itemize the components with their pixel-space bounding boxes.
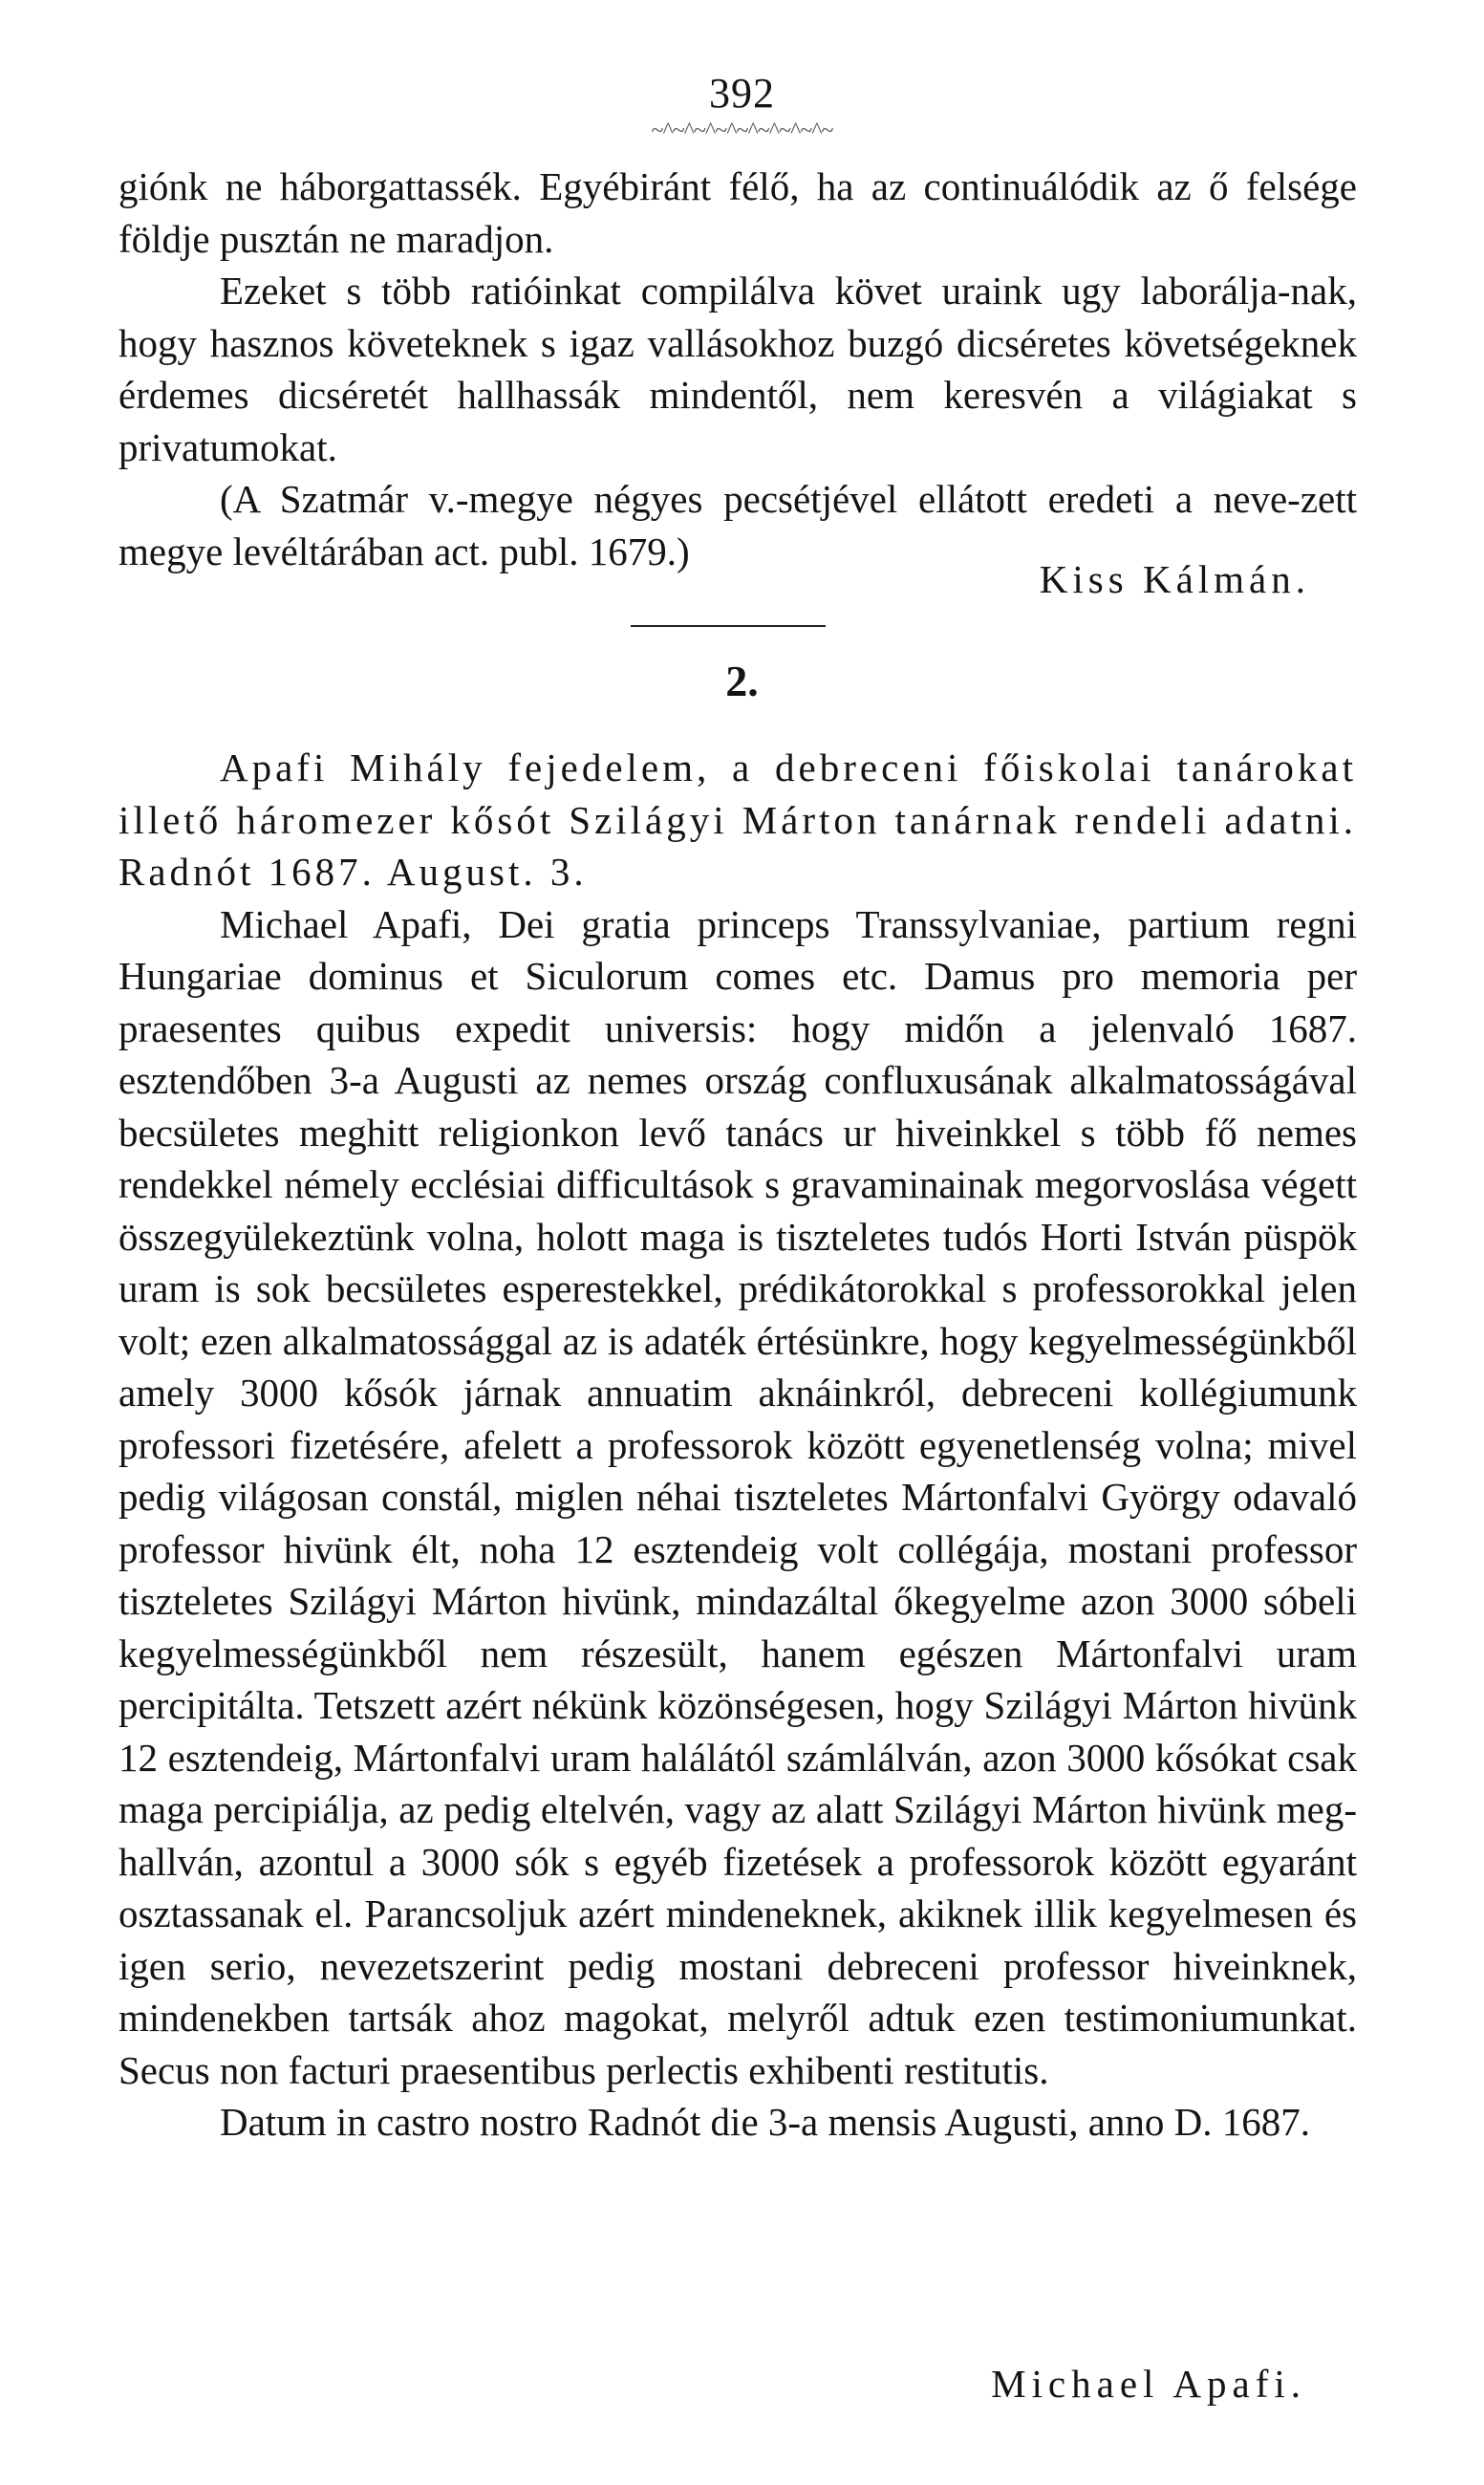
- doc2-body: Michael Apafi, Dei gratia princeps Transsylvaniae, partium regni Hungariae dominus et Siculorum comes etc. Damus pro memoria per praesentes quibus expedit universis: hogy midőn a jelenvaló 1687. esztendőben 3-a Augusti az nemes ország confluxusának alkalmatosságával becsületes meghitt religionkon levő tanács ur hiveinkkel s több fő nemes rendekkel némely ecclésiai difficultások s gravaminainak megorvoslása végett összegyülekeztünk volna, holott maga is tiszteletes tudós Horti István püspök uram is sok becsületes esperestekkel, prédikátorokkal s professorokkal jelen volt; ezen alkalmatossággal az is adaték értésünkre, hogy kegyelmességünkből amely 3000 kősók járnak annuatim aknáinkról, debreceni kollégiumunk professori fizetésére, afelett a professorok között egyenetlenség volna; mivel pedig világosan constál, miglen néhai tiszteletes Mártonfalvi György odavaló professor hivünk élt, noha 12 esztendeig volt collégája, mostani professor tiszteletes Szilágyi Márton hivünk, mindazáltal őkegyelme azon 3000 sóbeli kegyelmességünkből nem részesült, hanem egészen Mártonfalvi uram percipitálta. Tetszett azért nékünk közönségesen, hogy Szilágyi Márton hivünk 12 esztendeig, Mártonfalvi uram halálától számlálván, azon 3000 kősókat csak maga percipiálja, az pedig eltelvén, vagy az alatt Szilágyi Márton hivünk meg-hallván, azontul a 3000 sók s egyéb fizetések a professorok között egyaránt osztassanak el. Parancsoljuk azért mindeneknek, akiknek illik kegyelmesen és igen serio, nevezetszerint pedig mostani debreceni professor hiveinknek, mindenekben tartsák ahoz magokat, melyről adtuk ezen testimoniumunkat. Secus non facturi praesentibus perlectis exhibenti restitutis.: [118, 901, 1357, 2092]
- page-number-ornament: ~^~^~^~^~^~^~^~^~: [651, 119, 833, 143]
- doc1-signature: Kiss Kálmán.: [1039, 557, 1310, 601]
- document-1-text: [118, 161, 1357, 577]
- doc1-paragraph-2: Ezeket s több ratióinkat compilálva követ uraink ugy laborálja-nak, hogy hasznos követeknek s igaz vallásokhoz buzgó dicséretes követségeknek érdemes dicséretét hallhassák mindentől, nem keresvén a világiakat s privatumokat.: [118, 269, 1357, 469]
- document-2-number: 2.: [725, 657, 759, 705]
- doc2-dating: Datum in castro nostro Radnót die 3-a mensis Augusti, anno D. 1687.: [220, 2100, 1311, 2144]
- section-divider: [631, 625, 826, 627]
- document-2-text: [118, 742, 1357, 2149]
- doc1-source-note: (A Szatmár v.-megye négyes pecsétjével ellátott eredeti a neve-zett megye levéltárában act. publ. 1679.): [118, 477, 1357, 573]
- page-number: 392: [709, 70, 775, 117]
- doc2-signature: Michael Apafi.: [991, 2362, 1306, 2406]
- doc1-paragraph-1: giónk ne háborgattassék. Egyébiránt félő, ha az continuálódik az ő felsége földje pusztán ne maradjon.: [118, 164, 1357, 261]
- doc2-title: Apafi Mihály fejedelem, a debreceni főiskolai tanárokat illető háromezer kősót Szilágyi Márton tanárnak rendeli adatni. Radnót 1687. August. 3.: [118, 746, 1357, 894]
